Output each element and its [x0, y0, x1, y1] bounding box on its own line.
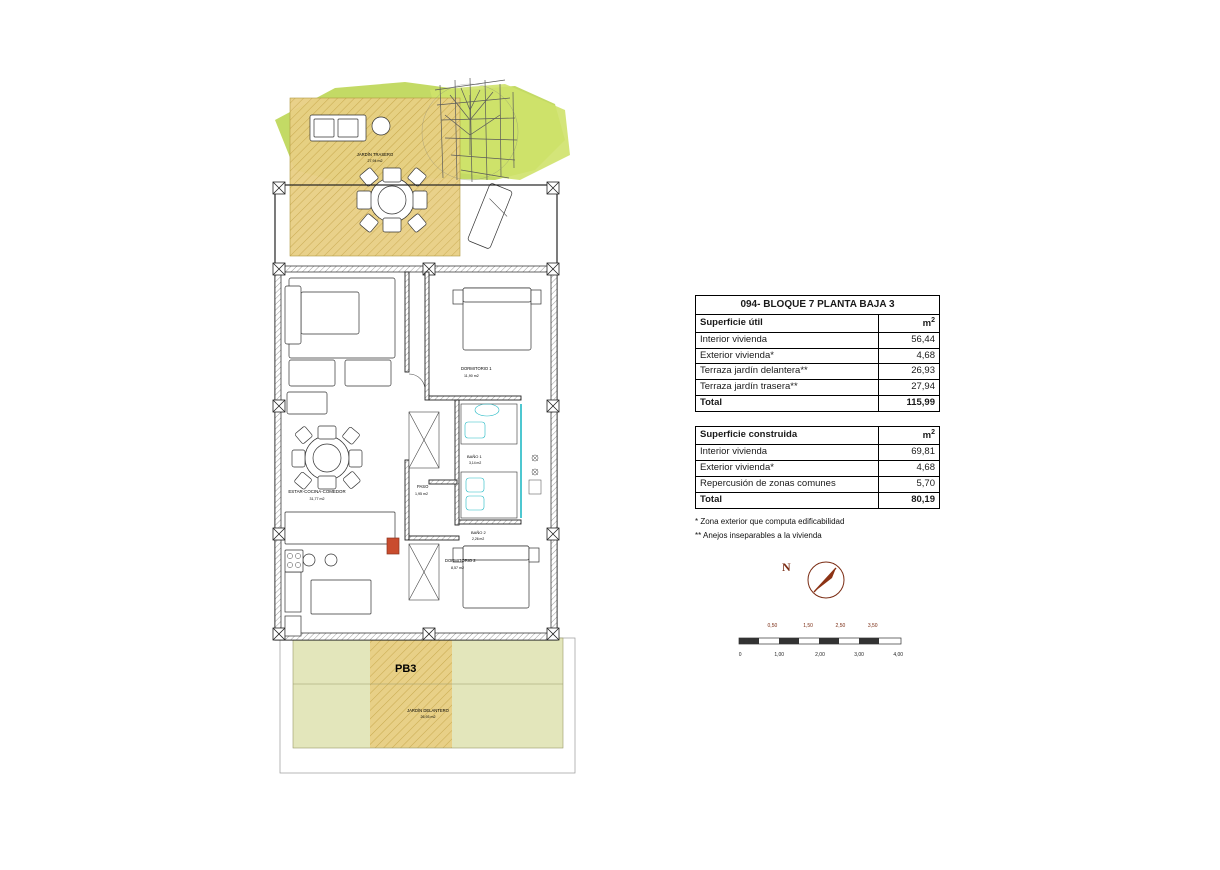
header-superficie-construida: Superficie construida — [696, 427, 879, 445]
footnotes — [695, 515, 940, 542]
table-row — [696, 461, 940, 477]
room-label-dormitorio-1: DORMITORIO 1 — [461, 366, 492, 371]
table-row — [696, 332, 940, 348]
room-area-jardin-trasero: 27,94 m2 — [367, 159, 383, 163]
room-area-jardin-delantero: 26,93 m2 — [420, 715, 436, 719]
row-value: 69,81 — [879, 445, 940, 461]
bedroom-2-furniture — [453, 546, 539, 608]
room-area-estar-cocina-comedor: 31,77 m2 — [309, 497, 325, 501]
scale-top-labels — [735, 623, 905, 633]
table-header-row — [696, 427, 940, 445]
room-label-estar-cocina-comedor: ESTAR-COCINA-COMEDOR — [288, 489, 346, 494]
floor-plan-drawing — [265, 60, 585, 780]
header-unit-m2: $m^2$ — [879, 427, 940, 445]
row-label: Interior vivienda — [696, 332, 879, 348]
schedule-title-row — [696, 296, 940, 315]
bedroom-1-furniture — [453, 288, 541, 350]
row-label: Exterior vivienda* — [696, 461, 879, 477]
room-area-bano-1: 3,14 m2 — [469, 461, 482, 465]
row-value: 4,68 — [879, 461, 940, 477]
total-value: 80,19 — [879, 493, 940, 509]
row-value: 26,93 — [879, 364, 940, 380]
table-spacer — [695, 412, 940, 426]
row-label: Terraza jardín delantera** — [696, 364, 879, 380]
compass-north-label: N — [782, 560, 791, 574]
room-area-paso: 1,95 m2 — [415, 492, 428, 496]
row-label: Repercusión de zonas comunes — [696, 477, 879, 493]
row-value: 27,94 — [879, 380, 940, 396]
table-total-row — [696, 493, 940, 509]
room-label-jardin-delantero: JARDÍN DELANTERO — [407, 708, 449, 713]
table-row — [696, 477, 940, 493]
scale-tick-top: 0,50 — [767, 623, 778, 629]
room-label-dormitorio-2: DORMITORIO 2 — [445, 558, 476, 563]
row-value: 4,68 — [879, 348, 940, 364]
schedule-title: 094- BLOQUE 7 PLANTA BAJA 3 — [696, 296, 940, 315]
front-garden-zone — [293, 638, 563, 748]
row-value: 56,44 — [879, 332, 940, 348]
scale-tick-bottom: 2,00 — [815, 652, 825, 658]
scale-tick-bottom: 1,00 — [774, 652, 785, 658]
table-row — [696, 445, 940, 461]
room-label-paso: PASO — [417, 484, 429, 489]
row-label: Interior vivienda — [696, 445, 879, 461]
table-row — [696, 364, 940, 380]
scale-tick-top: 2,50 — [835, 623, 846, 629]
row-label: Exterior vivienda* — [696, 348, 879, 364]
scale-bar — [735, 622, 905, 658]
table-header-row — [696, 314, 940, 332]
table-row — [696, 348, 940, 364]
unit-label-pb3: PB3 — [395, 663, 417, 675]
scale-tick-top: 1,50 — [803, 623, 813, 629]
header-unit-m2: $m^2$ — [879, 314, 940, 332]
room-area-bano-2: 2,26 m2 — [472, 537, 485, 541]
scale-bottom-labels — [735, 652, 905, 662]
scale-tick-top: 3,50 — [867, 623, 878, 629]
scale-tick-bottom: 4,00 — [893, 652, 904, 658]
scale-tick-bottom: 0 — [738, 652, 742, 658]
room-area-dormitorio-2: 8,57 m2 — [451, 566, 464, 570]
room-area-dormitorio-1: 11,90 m2 — [464, 374, 479, 378]
total-label: Total — [696, 396, 879, 412]
table-superficie-construida — [695, 426, 940, 509]
room-label-jardin-trasero: JARDÍN TRASERO — [356, 152, 394, 157]
row-label: Terraza jardín trasera** — [696, 380, 879, 396]
total-value: 115,99 — [879, 396, 940, 412]
room-label-bano-1: BAÑO 1 — [467, 454, 482, 459]
north-compass — [778, 552, 858, 608]
area-schedule-panel — [695, 295, 940, 542]
table-superficie-util — [695, 295, 940, 412]
footnote-2: ** Anejos inseparables a la vivienda — [695, 530, 822, 540]
footnote-1: * Zona exterior que computa edificabilidad — [695, 516, 845, 526]
room-label-bano-2: BAÑO 2 — [471, 530, 486, 535]
table-total-row — [696, 396, 940, 412]
scale-tick-bottom: 3,00 — [854, 652, 864, 658]
scale-bar-graphic — [735, 637, 905, 646]
row-value: 5,70 — [879, 477, 940, 493]
header-superficie-util: Superficie útil — [696, 314, 879, 332]
total-label: Total — [696, 493, 879, 509]
table-row — [696, 380, 940, 396]
rear-garden-zone — [275, 78, 570, 256]
